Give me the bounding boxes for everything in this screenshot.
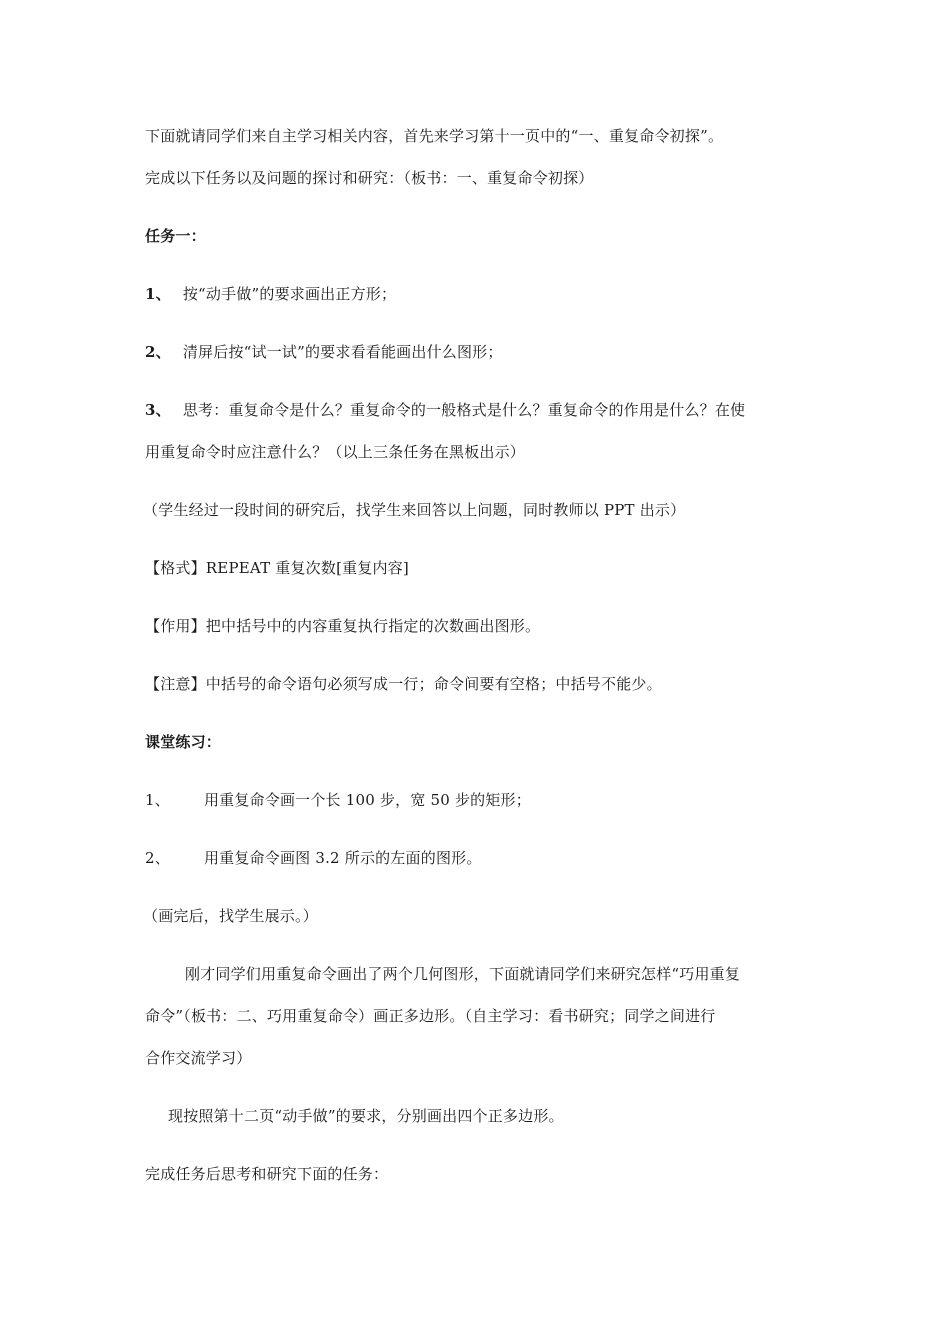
task1-item-3-text: 思考：重复命令是什么？重复命令的一般格式是什么？重复命令的作用是什么？在使: [182, 401, 746, 419]
task1-item-3-continuation: 用重复命令时应注意什么？（以上三条任务在黑板出示）: [145, 443, 526, 461]
exercise-item-2-text: 用重复命令画图 3.2 所示的左面的图形。: [203, 849, 482, 867]
task1-item-1: [145, 284, 396, 304]
effect-line: 【作用】把中括号中的内容重复执行指定的次数画出图形。: [145, 617, 541, 635]
note-line: 【注意】中括号的命令语句必须写成一行；命令间要有空格；中括号不能少。: [145, 675, 662, 693]
task1-item-2-text: 清屏后按“试一试”的要求看看能画出什么图形；: [182, 343, 503, 361]
exercise-item-1-number: 1、: [145, 791, 170, 809]
paragraph-line-1: 刚才同学们用重复命令画出了两个几何图形，下面就请同学们来研究怎样“巧用重复: [185, 965, 741, 983]
task1-item-3-number: 3、: [145, 401, 171, 419]
intro-line-1: 下面就请同学们来自主学习相关内容，首先来学习第十一页中的“一、重复命令初探”。: [145, 127, 724, 145]
task1-heading: 任务一：: [145, 227, 206, 245]
exercise-item-2-number: 2、: [145, 849, 170, 867]
after-drawing-note: （画完后，找学生展示。）: [143, 907, 318, 925]
page12-line: 现按照第十二页“动手做”的要求，分别画出四个正多边形。: [168, 1107, 564, 1125]
task1-item-2: [145, 342, 503, 362]
final-line: 完成任务后思考和研究下面的任务：: [145, 1165, 389, 1183]
task1-item-1-number: 1、: [145, 285, 171, 303]
intro-line-2: 完成以下任务以及问题的探讨和研究：（板书：一、重复命令初探）: [145, 169, 594, 187]
paragraph-line-2: 命令”（板书：二、巧用重复命令）画正多边形。（自主学习：看书研究；同学之间进行: [145, 1007, 716, 1025]
format-line: 【格式】REPEAT 重复次数[重复内容]: [145, 559, 409, 577]
exercise-item-2: [145, 848, 482, 868]
task1-item-2-number: 2、: [145, 343, 171, 361]
task1-item-3: [145, 400, 745, 420]
student-note: （学生经过一段时间的研究后，找学生来回答以上问题，同时教师以 PPT 出示）: [143, 501, 686, 519]
exercise-item-1-text: 用重复命令画一个长 100 步，宽 50 步的矩形；: [203, 791, 531, 809]
exercise-item-1: [145, 790, 531, 810]
exercise-heading: 课堂练习：: [145, 733, 222, 751]
paragraph-line-3: 合作交流学习）: [145, 1049, 252, 1067]
task1-item-1-text: 按“动手做”的要求画出正方形；: [182, 285, 397, 303]
